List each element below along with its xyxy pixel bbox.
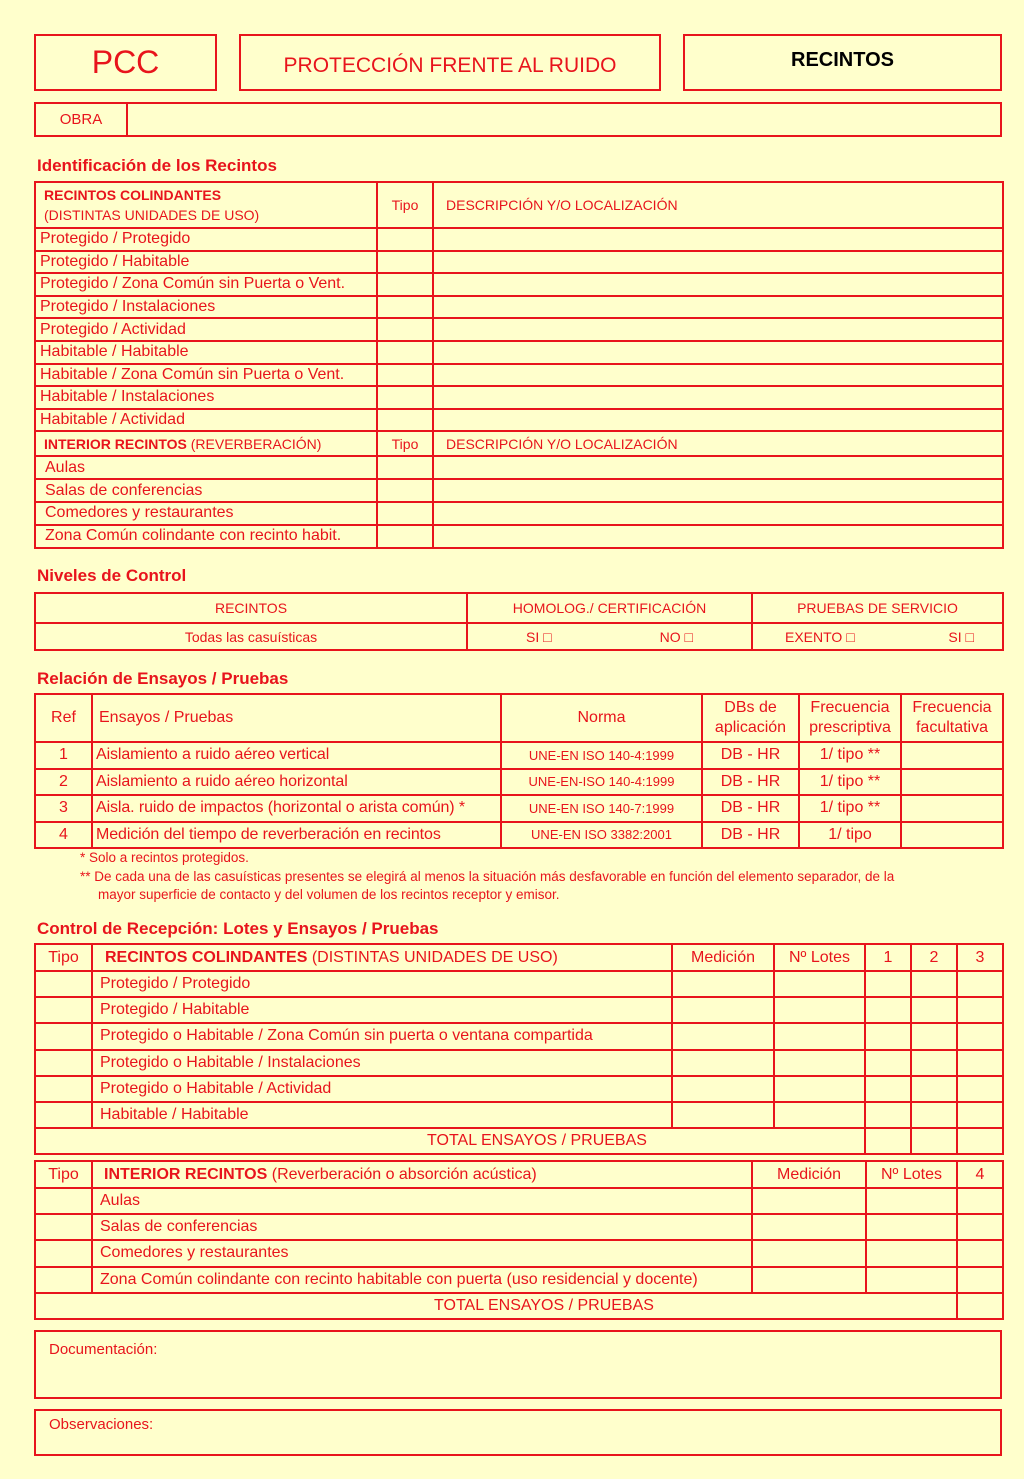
ensayo-freq: 1/ tipo ** [799,769,901,796]
tipo-cell[interactable] [35,1023,92,1049]
tipo-header: Tipo [35,1161,92,1188]
value-cell[interactable] [672,971,774,997]
ensayo-name: Medición del tiempo de reverberación en recintos [92,822,501,849]
value-cell[interactable] [865,997,911,1023]
table-row [35,1023,1003,1049]
value-cell[interactable] [774,1023,865,1049]
freq-presc-header: Frecuencia prescriptiva [799,694,901,742]
recinto-label: Salas de conferencias [92,1214,752,1240]
dbs-header: DBs de aplicación [702,694,799,742]
value-cell[interactable] [957,1023,1003,1049]
value-cell[interactable] [957,1050,1003,1076]
col-3-header: 3 [957,944,1003,971]
observaciones-label: Observaciones: [49,1416,154,1433]
desc-cell[interactable] [433,318,1003,341]
ensayo-db: DB - HR [702,795,799,822]
table-row [35,1102,1003,1128]
colindante-label: Protegido / Protegido [35,228,377,251]
tipo-cell[interactable] [377,525,433,548]
value-cell[interactable] [865,1050,911,1076]
ensayo-fac[interactable] [901,795,1003,822]
colindante-label: Protegido / Zona Común sin Puerta o Vent. [35,273,377,296]
recinto-label: Protegido o Habitable / Zona Común sin puerta o ventana compartida [92,1023,672,1049]
obra-row [34,102,1002,137]
tipo-cell[interactable] [35,997,92,1023]
table-row [35,479,1003,502]
value-cell[interactable] [957,1240,1003,1266]
tipo-cell[interactable] [377,502,433,525]
value-cell[interactable] [911,997,957,1023]
value-cell[interactable] [774,997,865,1023]
tipo-cell[interactable] [35,971,92,997]
tipo-cell[interactable] [377,251,433,274]
table-row [35,795,1003,822]
value-cell[interactable] [866,1240,957,1266]
table-row [35,971,1003,997]
desc-cell[interactable] [433,364,1003,387]
tipo-cell[interactable] [35,1076,92,1102]
value-cell[interactable] [911,1076,957,1102]
desc-cell[interactable] [433,296,1003,319]
value-cell[interactable] [752,1188,866,1214]
desc-cell[interactable] [433,456,1003,479]
tipo-cell[interactable] [35,1102,92,1128]
niveles-heading: Niveles de Control [37,566,187,585]
interior-label: Salas de conferencias [35,479,377,502]
value-cell[interactable] [774,971,865,997]
desc-cell[interactable] [433,273,1003,296]
value-cell[interactable] [957,997,1003,1023]
ref-header: Ref [35,694,92,742]
t2-total-label: TOTAL ENSAYOS / PRUEBAS [35,1293,957,1319]
value-cell[interactable] [774,1050,865,1076]
table-row [35,228,1003,251]
t2-header: INTERIOR RECINTOS (Reverberación o absorción acústica) [92,1161,752,1188]
value-cell[interactable] [865,1076,911,1102]
tipo-cell[interactable] [377,364,433,387]
value-cell[interactable] [752,1214,866,1240]
niveles-col-recintos: RECINTOS [35,593,467,623]
ensayo-name: Aislamiento a ruido aéreo vertical [92,742,501,769]
norma-header: Norma [501,694,702,742]
colindante-label: Protegido / Instalaciones [35,296,377,319]
value-cell[interactable] [752,1267,866,1293]
ensayo-ref: 2 [35,769,92,796]
tipo-cell[interactable] [35,1214,92,1240]
colindante-label: Habitable / Instalaciones [35,386,377,409]
ensayo-db: DB - HR [702,742,799,769]
value-cell[interactable] [911,971,957,997]
t1-total-cell[interactable] [957,1128,1003,1154]
ensayo-fac[interactable] [901,742,1003,769]
desc-cell[interactable] [433,479,1003,502]
value-cell[interactable] [672,1102,774,1128]
desc-cell[interactable] [433,525,1003,548]
colindante-label: Protegido / Habitable [35,251,377,274]
table-row [35,822,1003,849]
control-table-colindantes [34,943,1004,1155]
value-cell[interactable] [866,1188,957,1214]
interior-label: Zona Común colindante con recinto habit. [35,525,377,548]
value-cell[interactable] [957,1188,1003,1214]
note-2a: ** De cada una de las casuísticas presentes se elegirá al menos la situación más desfavorable en función del elemento separador, de la [80,868,895,884]
value-cell[interactable] [752,1240,866,1266]
table-row [35,456,1003,479]
desc-cell[interactable] [433,251,1003,274]
tipo-cell[interactable] [377,273,433,296]
tipo-header: Tipo [35,944,92,971]
desc-header: DESCRIPCIÓN Y/O LOCALIZACIÓN [433,431,1003,456]
value-cell[interactable] [672,997,774,1023]
t2-total-cell[interactable] [957,1293,1003,1319]
recinto-label: Protegido / Habitable [92,997,672,1023]
note-2b: mayor superficie de contacto y del volumen de los recintos receptor y emisor. [98,887,560,902]
note-1: * Solo a recintos protegidos. [80,850,249,865]
col-4-header: 4 [957,1161,1003,1188]
desc-cell[interactable] [433,409,1003,432]
t1-total-cell[interactable] [865,1128,911,1154]
table-row [35,742,1003,769]
ensayo-freq: 1/ tipo ** [799,742,901,769]
documentacion-label: Documentación: [49,1341,158,1358]
table-row [35,1240,1003,1266]
tipo-cell[interactable] [35,1188,92,1214]
ensayo-ref: 1 [35,742,92,769]
interior-label: Comedores y restaurantes [35,502,377,525]
recinto-label: Aulas [92,1188,752,1214]
ensayo-freq: 1/ tipo [799,822,901,849]
table-row [35,251,1003,274]
exento-checkbox[interactable]: EXENTO □ [785,628,855,645]
desc-header: DESCRIPCIÓN Y/O LOCALIZACIÓN [433,182,1003,228]
table-row [35,769,1003,796]
ensayo-fac[interactable] [901,769,1003,796]
tipo-cell[interactable] [377,386,433,409]
medicion-header: Medición [752,1161,866,1188]
recinto-label: Comedores y restaurantes [92,1240,752,1266]
interior-header [35,431,377,456]
colindante-label: Habitable / Habitable [35,341,377,364]
niveles-col-pruebas: PRUEBAS DE SERVICIO [752,593,1003,623]
tipo-cell[interactable] [35,1050,92,1076]
niveles-row-label: Todas las casuísticas [35,623,467,650]
table-row [35,409,1003,432]
si-checkbox[interactable]: SI □ [526,628,552,645]
recinto-label: Habitable / Habitable [92,1102,672,1128]
niveles-col-homolog: HOMOLOG./ CERTIFICACIÓN [467,593,752,623]
ensayo-name: Aisla. ruido de impactos (horizontal o arista común) * [92,795,501,822]
table-row [35,997,1003,1023]
documentacion-box[interactable] [34,1330,1002,1399]
control-heading: Control de Recepción: Lotes y Ensayos / Pruebas [37,919,439,938]
tipo-cell[interactable] [377,409,433,432]
value-cell[interactable] [957,1076,1003,1102]
ensayo-name: Aislamiento a ruido aéreo horizontal [92,769,501,796]
pcc-label: PCC [34,34,217,91]
recinto-label: Protegido o Habitable / Instalaciones [92,1050,672,1076]
ensayos-notes [80,849,1010,905]
col-2-header: 2 [911,944,957,971]
homolog-options [467,623,752,650]
table-row [35,318,1003,341]
value-cell[interactable] [866,1214,957,1240]
desc-cell[interactable] [433,341,1003,364]
tipo-header: Tipo [377,182,433,228]
control-table-interior [34,1160,1004,1320]
observaciones-box[interactable] [34,1409,1002,1456]
document-title: PROTECCIÓN FRENTE AL RUIDO [239,34,661,91]
lotes-header: Nº Lotes [774,944,865,971]
table-row [35,364,1003,387]
colindantes-header-sub: (DISTINTAS UNIDADES DE USO) [44,207,260,223]
niveles-table [34,592,1004,651]
desc-cell[interactable] [433,502,1003,525]
tipo-cell[interactable] [377,228,433,251]
desc-cell[interactable] [433,386,1003,409]
obra-field[interactable] [128,104,1000,135]
tipo-cell[interactable] [35,1267,92,1293]
ensayos-table [34,693,1004,849]
ensayo-norma: UNE-EN ISO 3382:2001 [501,822,702,849]
pruebas-options [752,623,1003,650]
colindante-label: Habitable / Zona Común sin Puerta o Vent. [35,364,377,387]
tipo-cell[interactable] [377,296,433,319]
ensayo-db: DB - HR [702,822,799,849]
colindantes-header-bold: RECINTOS COLINDANTES [44,187,222,203]
recinto-label: Zona Común colindante con recinto habitable con puerta (uso residencial y docente) [92,1267,752,1293]
table-row [35,1188,1003,1214]
ensayo-db: DB - HR [702,769,799,796]
identificacion-heading: Identificación de los Recintos [37,156,277,175]
ensayos-heading: Relación de Ensayos / Pruebas [37,669,289,688]
value-cell[interactable] [865,1102,911,1128]
no-checkbox[interactable]: NO □ [659,628,693,645]
value-cell[interactable] [672,1023,774,1049]
value-cell[interactable] [911,1023,957,1049]
table-row [35,1076,1003,1102]
tipo-cell[interactable] [377,479,433,502]
si2-checkbox[interactable]: SI □ [948,628,974,645]
t1-total-label: TOTAL ENSAYOS / PRUEBAS [35,1128,865,1154]
table-row [35,502,1003,525]
recinto-label: Protegido o Habitable / Actividad [92,1076,672,1102]
table-row [35,1214,1003,1240]
value-cell[interactable] [865,1023,911,1049]
ensayo-fac[interactable] [901,822,1003,849]
obra-label: OBRA [36,104,128,135]
ensayo-norma: UNE-EN ISO 140-7:1999 [501,795,702,822]
ensayo-ref: 3 [35,795,92,822]
table-row [35,386,1003,409]
tipo-cell[interactable] [377,318,433,341]
lotes-header: Nº Lotes [866,1161,957,1188]
value-cell[interactable] [865,971,911,997]
table-row [35,273,1003,296]
interior-label: Aulas [35,456,377,479]
t1-total-cell[interactable] [911,1128,957,1154]
value-cell[interactable] [911,1050,957,1076]
table-row [35,1050,1003,1076]
value-cell[interactable] [911,1102,957,1128]
table-row [35,525,1003,548]
value-cell[interactable] [957,971,1003,997]
freq-fac-header: Frecuencia facultativa [901,694,1003,742]
desc-cell[interactable] [433,228,1003,251]
value-cell[interactable] [957,1267,1003,1293]
ensayo-freq: 1/ tipo ** [799,795,901,822]
ensayo-norma: UNE-EN-ISO 140-4:1999 [501,769,702,796]
interior-header-bold: INTERIOR RECINTOS [44,435,187,452]
identificacion-table [34,181,1004,549]
colindantes-header [35,182,377,228]
colindante-label: Protegido / Actividad [35,318,377,341]
value-cell[interactable] [866,1267,957,1293]
ensayo-ref: 4 [35,822,92,849]
table-row [35,341,1003,364]
value-cell[interactable] [672,1050,774,1076]
value-cell[interactable] [957,1102,1003,1128]
tipo-cell[interactable] [35,1240,92,1266]
value-cell[interactable] [957,1214,1003,1240]
recinto-label: Protegido / Protegido [92,971,672,997]
table-row [35,1267,1003,1293]
tipo-cell[interactable] [377,456,433,479]
interior-header-sub: (REVERBERACIÓN) [190,435,322,452]
value-cell[interactable] [774,1102,865,1128]
colindante-label: Habitable / Actividad [35,409,377,432]
medicion-header: Medición [672,944,774,971]
tipo-header: Tipo [377,431,433,456]
ensayos-header: Ensayos / Pruebas [92,694,501,742]
section-title: RECINTOS [683,34,1002,91]
tipo-cell[interactable] [377,341,433,364]
value-cell[interactable] [774,1076,865,1102]
t1-header: RECINTOS COLINDANTES (DISTINTAS UNIDADES DE USO) [92,944,672,971]
ensayo-norma: UNE-EN ISO 140-4:1999 [501,742,702,769]
value-cell[interactable] [672,1076,774,1102]
col-1-header: 1 [865,944,911,971]
table-row [35,296,1003,319]
